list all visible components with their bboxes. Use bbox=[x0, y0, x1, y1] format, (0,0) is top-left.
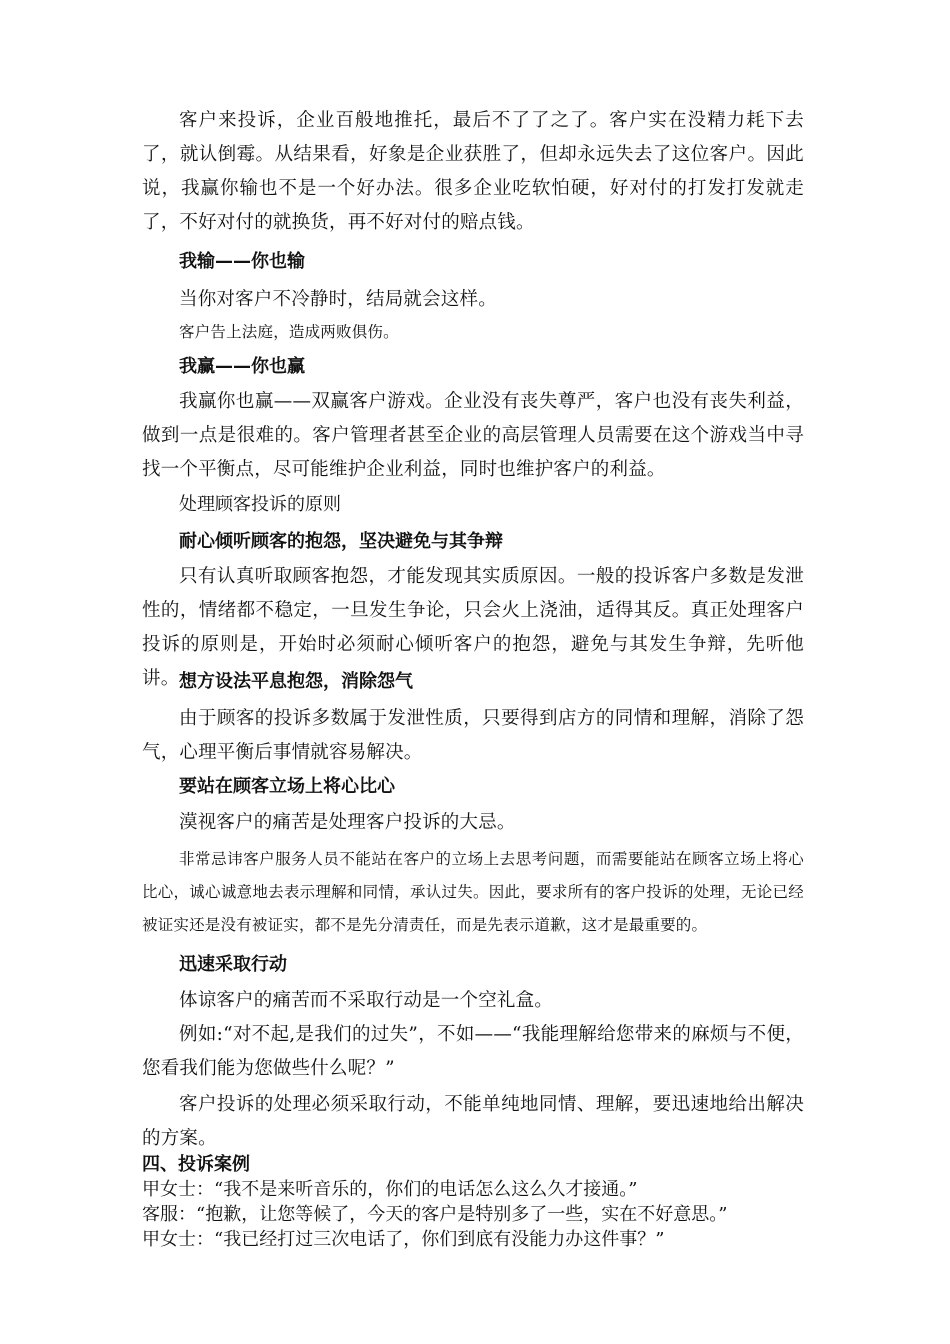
paragraph-apologize-first: 非常忌讳客户服务人员不能站在客户的立场上去思考问题，而需要能站在顾客立场上将心比心，诚心诚意地去表示理解和同情，承认过失。因此，要求所有的客户投诉的处理，无论已经被证实还是没有被证实，都不是先分清责任，而是先表示道歉，这才是最重要的。 bbox=[142, 850, 804, 934]
section-complaint-cases-title: 四、投诉案例 bbox=[142, 1154, 250, 1175]
paragraph-calm-complaints: 由于顾客的投诉多数属于发泄性质，只要得到店方的同情和理解，消除了怨气，心理平衡后事情就容易解决。 bbox=[142, 708, 804, 763]
paragraph-court: 客户告上法庭，造成两败俱伤。 bbox=[179, 323, 399, 341]
heading-listen-patiently: 耐心倾听顾客的抱怨，坚决避免与其争辩 bbox=[179, 531, 503, 552]
dialog-line: 甲女士：“我已经打过三次电话了，你们到底有没能力办这件事？” bbox=[142, 1229, 665, 1250]
heading-win-win: 我赢——你也赢 bbox=[179, 356, 305, 377]
paragraph-lose-lose: 当你对客户不冷静时，结局就会这样。 bbox=[179, 289, 497, 310]
paragraph-example: 例如:“对不起,是我们的过失”，不如——“我能理解给您带来的麻烦与不便，您看我们能为您做些什么呢？” bbox=[142, 1024, 804, 1079]
heading-act-quickly: 迅速采取行动 bbox=[179, 954, 287, 975]
paragraph-listen-patiently: 只有认真听取顾客抱怨，才能发现其实质原因。一般的投诉客户多数是发泄性的，情绪都不稳定，一旦发生争论，只会火上浇油，适得其反。真正处理客户投诉的原则是，开始时必须耐心倾听客户的抱怨，避免与其发生争辩，先听他讲。 bbox=[142, 566, 804, 689]
paragraph-empty-gift: 体谅客户的痛苦而不采取行动是一个空礼盒。 bbox=[179, 990, 554, 1011]
dialog-line: 客服：“抱歉，让您等候了，今天的客户是特别多了一些，实在不好意思。” bbox=[142, 1204, 728, 1225]
paragraph-ignore-pain: 漠视客户的痛苦是处理客户投诉的大忌。 bbox=[179, 812, 516, 833]
paragraph-win-win: 我赢你也赢——双赢客户游戏。企业没有丧失尊严，客户也没有丧失利益，做到一点是很难的。客户管理者甚至企业的高层管理人员需要在这个游戏当中寻找一个平衡点，尽可能维护企业利益，同时也维护客户的利益。 bbox=[142, 391, 804, 480]
heading-calm-complaints: 想方设法平息抱怨，消除怨气 bbox=[179, 671, 413, 692]
paragraph-win-lose: 客户来投诉，企业百般地推托，最后不了了之了。客户实在没精力耗下去了，就认倒霉。从结果看，好象是企业获胜了，但却永远失去了这位客户。因此说，我赢你输也不是一个好办法。很多企业吃软怕硬，好对付的打发打发就走了，不好对付的就换货，再不好对付的赔点钱。 bbox=[142, 110, 804, 233]
paragraph-take-action: 客户投诉的处理必须采取行动，不能单纯地同情、理解，要迅速地给出解决的方案。 bbox=[142, 1094, 804, 1149]
dialog-line: 甲女士：“我不是来听音乐的，你们的电话怎么这么久才接通。” bbox=[142, 1179, 638, 1200]
heading-principles: 处理顾客投诉的原则 bbox=[179, 494, 341, 515]
heading-empathy: 要站在顾客立场上将心比心 bbox=[179, 776, 395, 797]
heading-lose-lose: 我输——你也输 bbox=[179, 251, 305, 272]
